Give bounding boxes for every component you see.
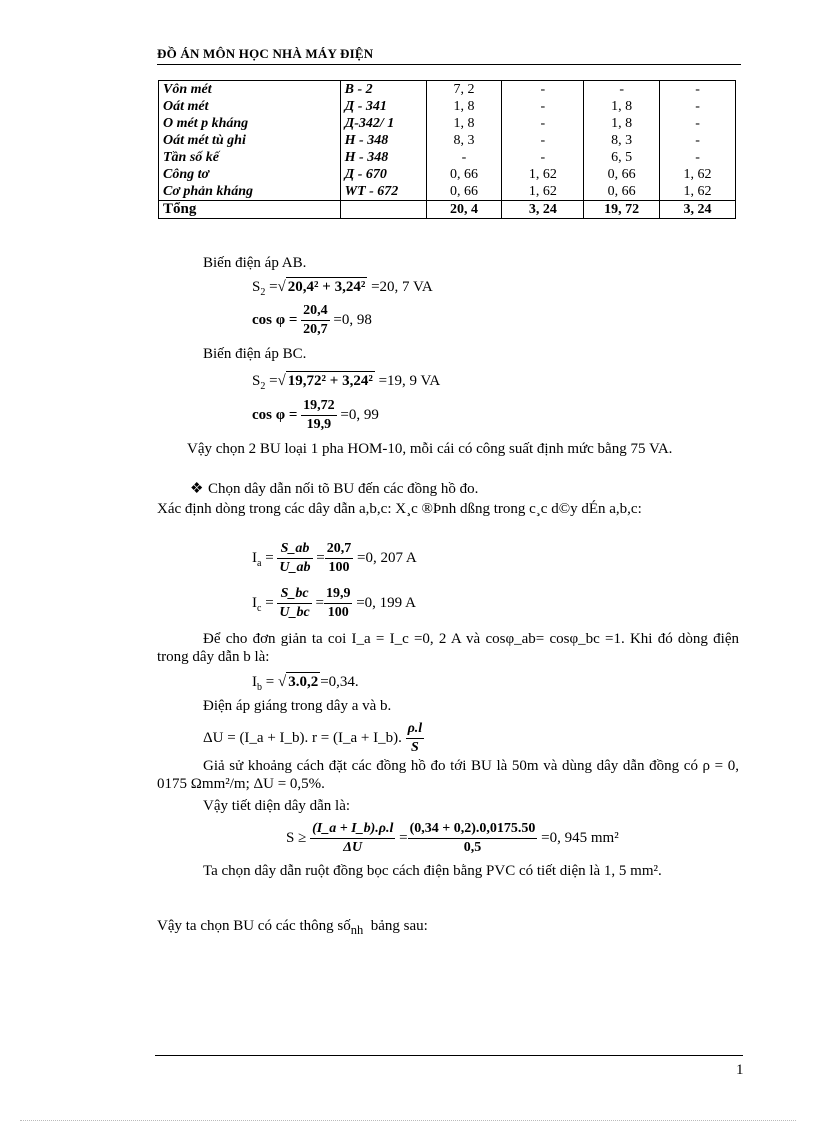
total-cell-c3: 19, 72 (584, 201, 660, 219)
ab-s2-radicand: 20,4² + 3,24² (287, 279, 366, 295)
table-cell-c4: - (660, 98, 736, 115)
table-cell-c3: 8, 3 (584, 132, 660, 149)
page-edge-dotted-line (20, 1120, 796, 1121)
table-cell-code: Д - 670 (340, 166, 426, 183)
table-cell-name: Cơ phản kháng (159, 183, 341, 201)
table-cell-c4: 1, 62 (660, 166, 736, 183)
table-cell-c2: 1, 62 (502, 166, 584, 183)
diamond-bullet-icon: ❖ (190, 481, 204, 497)
instrument-load-table (158, 80, 736, 219)
table-cell-c2: 1, 62 (502, 183, 584, 201)
table-cell-code: H - 348 (340, 132, 426, 149)
bc-heading: Biến điện áp BC. (203, 346, 307, 362)
cross-section-formula: S ≥ $\frac{(I\_a + I\_b).\rho.l}{\Delta U}$ = $\frac{(0,34 + 0,2).0,0175.50}{0,5}$ =0, 945 mm² (286, 821, 619, 855)
table-cell-c1: 8, 3 (426, 132, 502, 149)
table-row (159, 81, 736, 99)
ab-s2-result: =20, 7 VA (371, 279, 433, 295)
table-cell-code: Д - 341 (340, 98, 426, 115)
table-row (159, 183, 736, 201)
drop-formula: ΔU = (I_a + I_b). r = (I_a + I_b). $\frac{\rho.l}{S}$ (203, 721, 423, 755)
table-cell-c2: - (502, 81, 584, 99)
table-cell-c2: - (502, 98, 584, 115)
table-cell-name: O mét p kháng (159, 115, 341, 132)
total-cell-c2: 3, 24 (502, 201, 584, 219)
section-heading: Vậy tiết diện dây dẫn là: (203, 798, 351, 814)
table-cell-c1: 0, 66 (426, 183, 502, 201)
final-line: Vậy ta chọn BU có các thông số$_{nh}$ bảng sau: (157, 918, 428, 937)
ic-formula: $I_c$ = $\frac{S\_bc}{U\_bc}$ = $\frac{19,9}{100}$ =0, 199 A (252, 586, 416, 620)
table-cell-c2: - (502, 149, 584, 166)
table-cell-c3: 1, 8 (584, 98, 660, 115)
table-cell-c2: - (502, 115, 584, 132)
table-cell-name: Công tơ (159, 166, 341, 183)
table-cell-code: WT - 672 (340, 183, 426, 201)
page-header-title: ĐỒ ÁN MÔN HỌC NHÀ MÁY ĐIỆN (157, 46, 374, 61)
table-cell-c2: - (502, 132, 584, 149)
total-cell-c4: 3, 24 (660, 201, 736, 219)
ab-cos-result: =0, 98 (333, 311, 372, 328)
table-row (159, 115, 736, 132)
ia-formula: $I_a$ = $\frac{S\_ab}{U\_ab}$ = $\frac{20,7}{100}$ =0, 207 A (252, 541, 417, 575)
table-cell-c3: 1, 8 (584, 115, 660, 132)
bullet-line: ❖ Chọn dây dẫn nối tõ BU đến các đồng hồ đo. (190, 481, 479, 497)
bc-cos-result: =0, 99 (340, 406, 379, 423)
determine-current-paragraph: Xác định dòng trong các dây dẫn a,b,c: X¸c ®Þnh dßng trong c¸c d©y dÉn a,b,c: (157, 501, 642, 517)
table-cell-name: Oát mét tù ghi (159, 132, 341, 149)
choose-bu-paragraph: Vậy chọn 2 BU loại 1 pha HOM-10, mỗi cái có công suất định mức bằng 75 VA. (187, 441, 673, 457)
table-total-row (159, 201, 736, 219)
table-cell-code: B - 2 (340, 81, 426, 99)
table-cell-c3: 0, 66 (584, 166, 660, 183)
table-row (159, 98, 736, 115)
table-cell-c4: - (660, 149, 736, 166)
table-row (159, 166, 736, 183)
simplify-paragraph: Để cho đơn giản ta coi I_a = I_c =0, 2 A và cosφ_ab= cosφ_bc =1. Khi đó dòng điện trong dây dẫn b là: (157, 631, 739, 665)
table-cell-c3: 0, 66 (584, 183, 660, 201)
bc-s2-result: =19, 9 VA (378, 373, 441, 389)
table-cell-c1: 0, 66 (426, 166, 502, 183)
pvc-paragraph: Ta chọn dây dẫn ruột đồng bọc cách điện bằng PVC có tiết diện là 1, 5 mm². (203, 863, 662, 879)
bc-s2-radicand: 19,72² + 3,24² (287, 373, 373, 389)
table-cell-c4: - (660, 115, 736, 132)
table-cell-c3: 6, 5 (584, 149, 660, 166)
total-cell-name: Tổng (159, 201, 341, 219)
drop-heading: Điện áp giáng trong dây a và b. (203, 698, 392, 714)
assume-paragraph: Giả sử khoảng cách đặt các đồng hồ đo tới BU là 50m và dùng dây dẫn đồng có ρ = 0, 0175 Ωmm²/m; ΔU = 0,5%. (157, 758, 739, 792)
table-cell-name: Tần số kế (159, 149, 341, 166)
table-cell-name: Oát mét (159, 98, 341, 115)
total-cell-c1: 20, 4 (426, 201, 502, 219)
header-rule (157, 64, 741, 65)
bc-cos-formula: cos φ = $\frac{19,72}{19,9}$ =0, 99 (252, 398, 379, 432)
footer-rule (155, 1055, 743, 1056)
table-row (159, 132, 736, 149)
table-cell-c3: - (584, 81, 660, 99)
table-cell-c4: - (660, 132, 736, 149)
table-row (159, 149, 736, 166)
table-cell-c4: 1, 62 (660, 183, 736, 201)
table-cell-name: Vôn mét (159, 81, 341, 99)
ib-formula: $I_b$ = √ 3.0,2 =0,34. (252, 674, 359, 693)
ab-heading: Biến điện áp AB. (203, 255, 307, 271)
table-cell-c1: - (426, 149, 502, 166)
ab-s2-formula: $S_2$ =√ 20,4² + 3,24² =20, 7 VA (252, 279, 433, 298)
total-cell-empty (340, 201, 426, 219)
table-cell-c1: 1, 8 (426, 115, 502, 132)
table-cell-code: Д-342/ 1 (340, 115, 426, 132)
table-cell-c4: - (660, 81, 736, 99)
page-number: 1 (736, 1062, 744, 1078)
table-cell-code: H - 348 (340, 149, 426, 166)
table-cell-c1: 1, 8 (426, 98, 502, 115)
ab-cos-formula: cos φ = $\frac{20,4}{20,7}$ =0, 98 (252, 303, 372, 337)
bc-s2-formula: $S_2$ =√ 19,72² + 3,24² =19, 9 VA (252, 373, 441, 392)
table-cell-c1: 7, 2 (426, 81, 502, 99)
